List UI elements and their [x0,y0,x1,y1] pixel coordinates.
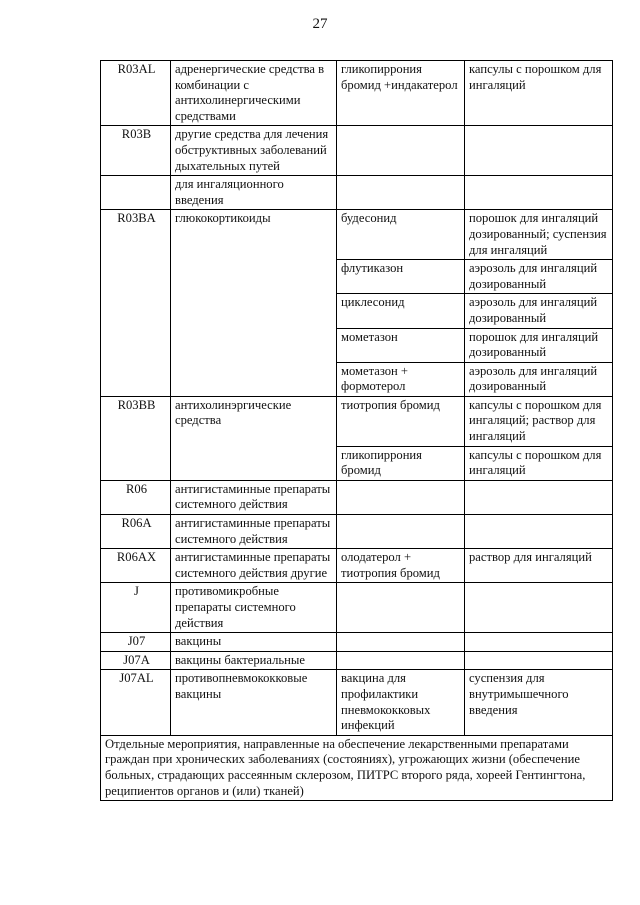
table-row [101,633,613,652]
dosage-form: порошок для ингаляций дозированный [465,328,613,362]
drug-name: гликопиррония бромид [337,446,465,480]
table-row [101,396,613,446]
table-row [101,549,613,583]
page-number: 27 [312,16,328,32]
dosage-form [465,583,613,633]
table-row [101,126,613,176]
atc-code: J07A [101,651,171,670]
dosage-form: капсулы с порошком для ингаляций [465,446,613,480]
drug-name [337,126,465,176]
drug-list-table [100,60,613,801]
table-row [101,61,613,126]
atc-code: R03BA [101,210,171,397]
atc-code: J07 [101,633,171,652]
dosage-form: аэрозоль для ингаляций дозированный [465,362,613,396]
drug-name: гликопиррония бромид +индакатерол [337,61,465,126]
dosage-form: капсулы с порошком для ингаляций; раствор для ингаляций [465,396,613,446]
drug-name [337,515,465,549]
drug-name: мометазон [337,328,465,362]
atc-code: J [101,583,171,633]
atc-code: R06A [101,515,171,549]
table-row [101,515,613,549]
atc-code: R03BB [101,396,171,480]
drug-name: флутиказон [337,260,465,294]
atc-code: R06AX [101,549,171,583]
drug-group: вакцины бактериальные [171,651,337,670]
drug-group: для ингаляционного введения [171,176,337,210]
drug-name: мометазон + формотерол [337,362,465,396]
dosage-form [465,633,613,652]
drug-group: глюкокортикоиды [171,210,337,397]
drug-group: антихолинэргические средства [171,396,337,480]
dosage-form: порошок для ингаляций дозированный; суспензия для ингаляций [465,210,613,260]
table-row [101,210,613,260]
drug-group: адренергические средства в комбинации с антихолинергическими средствами [171,61,337,126]
dosage-form [465,176,613,210]
drug-name: будесонид [337,210,465,260]
drug-name [337,651,465,670]
table-row [101,583,613,633]
table-row [101,735,613,800]
drug-group: антигистаминные препараты системного действия другие [171,549,337,583]
drug-group: антигистаминные препараты системного действия [171,480,337,514]
drug-name: циклесонид [337,294,465,328]
atc-code: R03AL [101,61,171,126]
table-row [101,176,613,210]
atc-code [101,176,171,210]
table-row [101,651,613,670]
drug-name [337,633,465,652]
drug-name [337,176,465,210]
drug-name [337,583,465,633]
drug-group: противопневмококковые вакцины [171,670,337,735]
dosage-form [465,480,613,514]
dosage-form [465,651,613,670]
dosage-form [465,126,613,176]
dosage-form: аэрозоль для ингаляций дозированный [465,294,613,328]
drug-group: антигистаминные препараты системного действия [171,515,337,549]
dosage-form [465,515,613,549]
drug-group: другие средства для лечения обструктивных заболеваний дыхательных путей [171,126,337,176]
dosage-form: раствор для ингаляций [465,549,613,583]
dosage-form: аэрозоль для ингаляций дозированный [465,260,613,294]
drug-name [337,480,465,514]
dosage-form: суспензия для внутримышечного введения [465,670,613,735]
atc-code: J07AL [101,670,171,735]
drug-name: вакцина для профилактики пневмококковых инфекций [337,670,465,735]
drug-name: олодатерол + тиотропия бромид [337,549,465,583]
table-row [101,480,613,514]
drug-group: вакцины [171,633,337,652]
table-row [101,670,613,735]
drug-name: тиотропия бромид [337,396,465,446]
drug-group: противомикробные препараты системного действия [171,583,337,633]
dosage-form: капсулы с порошком для ингаляций [465,61,613,126]
atc-code: R06 [101,480,171,514]
section-note: Отдельные мероприятия, направленные на обеспечение лекарственными препаратами граждан при хронических заболеваниях (состояниях), угрожающих жизни (обеспечение больных, страдающих рассеянным склерозом, ПИТРС второго ряда, хореей Гентингтона, реципиентов органов и (или) тканей) [101,735,613,800]
atc-code: R03B [101,126,171,176]
